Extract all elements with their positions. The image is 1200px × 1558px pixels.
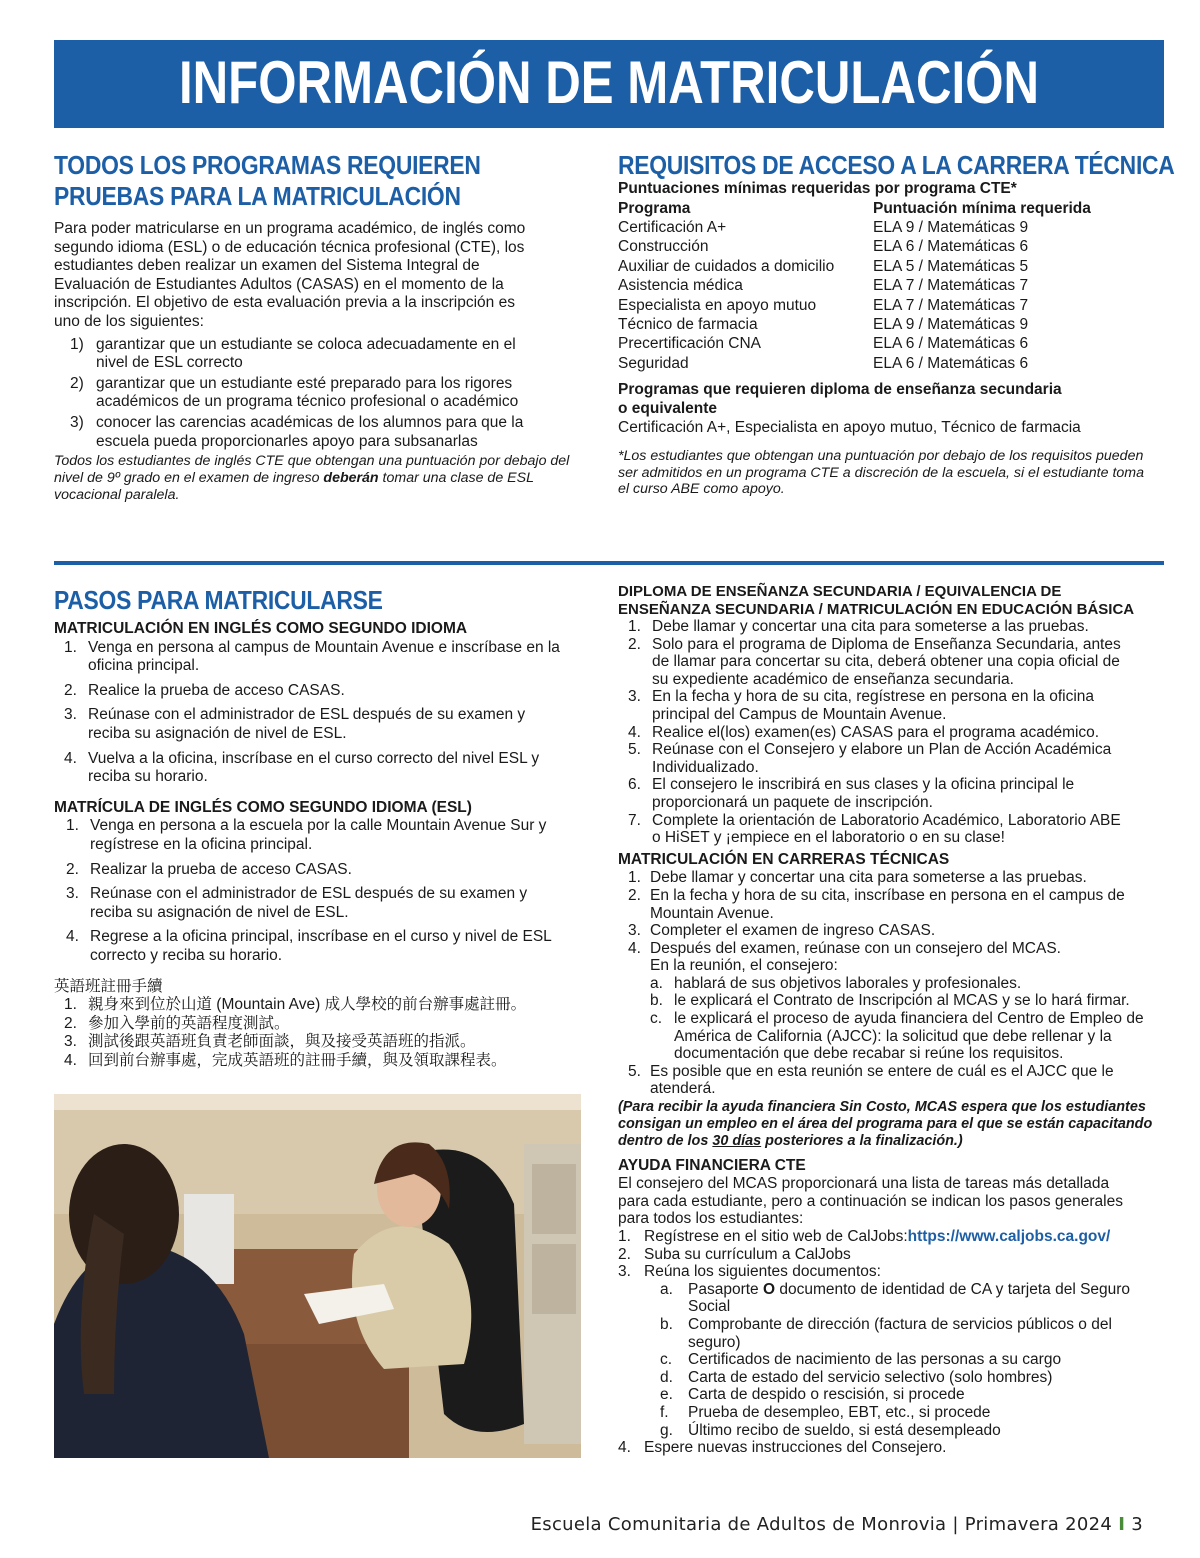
testing-goals-list	[54, 336, 534, 452]
list-item	[660, 1404, 1148, 1422]
list-item-text	[688, 1369, 1148, 1387]
list-item-number: b.	[650, 992, 663, 1010]
aid-step1	[618, 1228, 1188, 1246]
caljobs-link[interactable]: https://www.caljobs.ca.gov/	[907, 1228, 1111, 1246]
list-item-number: 1.	[64, 996, 77, 1014]
list-item	[628, 724, 1128, 742]
list-item-number: 1)	[70, 335, 84, 353]
list-item-text: garantizar que un estudiante esté preparado para los rigores académicos de un programa técnico profesional o académico	[96, 374, 519, 411]
list-item-text: Venga en persona a la escuela por la calle Mountain Avenue Sur y regístrese en la oficina principal.	[90, 817, 547, 853]
list-item	[64, 706, 569, 743]
doc-text-before: Prueba de desempleo, EBT, etc., si procede	[688, 1403, 991, 1421]
cte-program-cell: Seguridad	[618, 354, 689, 372]
esl2-steps-list	[54, 817, 569, 965]
list-item-letter: a.	[660, 1280, 673, 1298]
list-item-letter: e.	[660, 1386, 673, 1404]
list-item	[650, 992, 1163, 1010]
esl-title: MATRICULACIÓN EN INGLÉS COMO SEGUNDO IDIOMA	[54, 620, 468, 637]
list-item-number: 4.	[628, 939, 641, 957]
list-item-text: Reúnase con el administrador de ESL después de su examen y reciba su asignación de nivel de ESL.	[88, 706, 526, 742]
list-item-letter: g.	[660, 1421, 673, 1439]
list-item-text: Venga en persona al campus de Mountain Avenue e inscríbase en la oficina principal.	[88, 638, 560, 675]
careers-step5	[618, 1063, 1138, 1098]
list-item-number: 4.	[64, 749, 77, 767]
list-item-text: Debe llamar y concertar una cita para someterse a las pruebas.	[650, 869, 1087, 887]
aid-step1-text: Regístrese en el sitio web de CalJobs:	[644, 1228, 908, 1246]
testing-note-after: tomar una clase de ESL vocacional paralela.	[54, 469, 534, 503]
doc-text-before: Último recibo de sueldo, si está desempleado	[688, 1421, 1001, 1439]
list-item	[628, 636, 1128, 689]
list-item	[70, 336, 534, 373]
page-title: INFORMACIÓN DE MATRICULACIÓN	[178, 49, 1040, 116]
aid-step4-number: 4.	[618, 1439, 631, 1457]
table-row	[618, 218, 1091, 237]
list-item-text: Debe llamar y concertar una cita para someterse a las pruebas.	[652, 618, 1089, 635]
list-item-text: El consejero le inscribirá en sus clases y la oficina principal le proporcionará un paquete de inscripción.	[652, 776, 1075, 811]
list-item	[628, 812, 1128, 847]
list-item	[64, 1015, 574, 1034]
list-item	[70, 375, 534, 412]
list-item-text: 親身來到位於山道 (Mountain Ave) 成人學校的前台辦事處註冊。	[88, 996, 527, 1014]
list-item	[628, 940, 1138, 958]
list-item-letter: d.	[660, 1368, 673, 1386]
list-item	[660, 1369, 1148, 1387]
list-item-text: En la fecha y hora de su cita, inscríbase en persona en el campus de Mountain Avenue.	[650, 886, 1125, 922]
cte-heading: REQUISITOS DE ACCESO A LA CARRERA TÉCNICA	[618, 150, 1175, 180]
list-item-number: 3)	[70, 413, 84, 431]
careers-meeting-list	[618, 975, 1163, 1063]
list-item	[64, 1052, 574, 1071]
list-item-number: 5.	[628, 1062, 641, 1080]
list-item-text	[688, 1422, 1148, 1440]
list-item	[66, 928, 569, 965]
list-item-number: c.	[650, 1010, 663, 1028]
cte-score-cell: ELA 5 / Matemáticas 5	[873, 257, 1029, 275]
testing-note-bold: deberán	[323, 469, 379, 486]
list-item-text: conocer las carencias académicas de los alumnos para que la escuela pueda proporcionarles apoyo para subsanarlas	[96, 413, 524, 450]
chinese-title: 英語班註冊手續	[54, 977, 163, 995]
cte-program-cell: Especialista en apoyo mutuo	[618, 296, 817, 314]
list-item-number: 3.	[628, 922, 641, 940]
list-item-text: Solo para el programa de Diploma de Enseñanza Secundaria, antes de llamar para concertar su cita, deberá obtener una copia oficial de su expediente académico de enseñanza secundaria.	[652, 635, 1121, 688]
list-item-text: Regrese a la oficina principal, inscríbase en el curso y nivel de ESL correcto y reciba su horario.	[90, 928, 552, 964]
list-item	[650, 1010, 1163, 1063]
list-item	[628, 1063, 1138, 1098]
cte-score-cell: ELA 6 / Matemáticas 6	[873, 354, 1029, 372]
list-item-text	[688, 1351, 1148, 1369]
list-item	[66, 885, 569, 922]
cte-program-cell: Certificación A+	[618, 219, 727, 236]
aid-step2-text: Suba su currículum a CalJobs	[644, 1245, 851, 1263]
testing-section	[54, 150, 574, 504]
list-item	[660, 1281, 1148, 1316]
careers-note-after: posteriores a la finalización.)	[761, 1133, 963, 1150]
list-item-number: 1.	[628, 869, 641, 887]
list-item	[660, 1351, 1148, 1369]
list-item-number: 4.	[64, 1051, 77, 1069]
list-item-number: 1.	[628, 618, 641, 635]
esl-steps-list	[54, 639, 569, 787]
cte-col-program: Programa	[618, 199, 691, 217]
list-item	[628, 869, 1138, 887]
counselor-photo	[54, 1094, 581, 1458]
page-footer	[531, 1514, 1143, 1535]
list-item-number: 2.	[66, 860, 79, 878]
testing-heading-line2: PRUEBAS PARA LA MATRICULACIÓN	[54, 181, 461, 211]
aid-step4-text: Espere nuevas instrucciones del Consejero.	[644, 1439, 947, 1457]
list-item-number: 4.	[628, 723, 641, 741]
doc-text-before: Carta de estado del servicio selectivo (solo hombres)	[688, 1368, 1053, 1386]
list-item-text: hablará de sus objetivos laborales y profesionales.	[674, 974, 1022, 992]
cte-diploma-heading-line2: o equivalente	[618, 399, 718, 417]
list-item-text: Después del examen, reúnase con un consejero del MCAS.	[650, 939, 1061, 957]
aid-step2-number: 2.	[618, 1245, 631, 1263]
list-item-text: garantizar que un estudiante se coloca adecuadamente en el nivel de ESL correcto	[96, 335, 516, 372]
steps-heading: PASOS PARA MATRICULARSE	[54, 585, 383, 615]
list-item	[628, 688, 1128, 723]
cte-diploma-heading-line1: Programas que requieren diploma de enseñanza secundaria	[618, 381, 1062, 399]
list-item-text: En la fecha y hora de su cita, regístrese en persona en la oficina principal del Campus de Mountain Avenue.	[652, 688, 1095, 723]
cte-score-cell: ELA 9 / Matemáticas 9	[873, 219, 1029, 236]
aid-title: AYUDA FINANCIERA CTE	[618, 1156, 806, 1174]
careers-title: MATRICULACIÓN EN CARRERAS TÉCNICAS	[618, 850, 950, 868]
cte-program-cell: Construcción	[618, 238, 709, 256]
list-item	[70, 414, 534, 451]
footer-separator: I	[1118, 1514, 1126, 1535]
list-item-number: 1.	[64, 638, 77, 656]
aid-step1-number: 1.	[618, 1228, 631, 1246]
list-item	[64, 750, 569, 787]
list-item-text	[688, 1281, 1148, 1316]
cte-table-header	[618, 199, 1091, 218]
list-item	[64, 639, 569, 676]
section-divider	[54, 561, 1164, 565]
cte-score-cell: ELA 6 / Matemáticas 6	[873, 238, 1029, 256]
list-item	[628, 618, 1128, 636]
list-item-text	[688, 1386, 1148, 1404]
doc-text-bold: O	[762, 1280, 776, 1298]
aid-step3-number: 3.	[618, 1263, 631, 1281]
careers-meeting-intro: En la reunión, el consejero:	[650, 957, 838, 975]
doc-text-before: Pasaporte	[688, 1280, 763, 1298]
right-lower-section	[618, 583, 1188, 1457]
list-item-number: 2.	[628, 886, 641, 904]
doc-text-before: Certificados de nacimiento de las personas a su cargo	[688, 1351, 1062, 1369]
testing-note-before: Todos los estudiantes de inglés CTE que obtengan una puntuación por debajo del nivel de 9º grado en el examen de ingreso	[54, 453, 570, 486]
list-item-text: 回到前台辦事處，完成英語班的註冊手續，與及領取課程表。	[88, 1051, 507, 1069]
list-item-number: 2)	[70, 374, 84, 392]
table-row	[618, 257, 1091, 276]
cte-subheading: Puntuaciones mínimas requeridas por programa CTE*	[618, 180, 1017, 197]
page-number: 3	[1131, 1514, 1143, 1535]
list-item-text: 參加入學前的英語程度測試。	[88, 1014, 290, 1032]
doc-text-after: documento de identidad de CA y tarjeta del Seguro Social	[688, 1280, 1131, 1316]
cte-score-cell: ELA 7 / Matemáticas 7	[873, 296, 1029, 314]
careers-steps-list	[618, 869, 1138, 957]
list-item-number: 7.	[628, 811, 641, 829]
cte-program-cell: Precertificación CNA	[618, 335, 761, 353]
list-item-text: Realice la prueba de acceso CASAS.	[88, 681, 345, 699]
footer-text: Escuela Comunitaria de Adultos de Monrovia | Primavera 2024	[530, 1514, 1113, 1535]
table-row	[618, 296, 1091, 315]
cte-program-cell: Técnico de farmacia	[618, 316, 758, 334]
careers-note-underline: 30 días	[712, 1133, 762, 1150]
list-item-text	[688, 1404, 1148, 1422]
list-item	[628, 741, 1128, 776]
list-item-text: Es posible que en esta reunión se entere de cuál es el AJCC que le atenderá.	[650, 1062, 1114, 1098]
aid-documents-list	[618, 1281, 1148, 1439]
aid-step4	[618, 1439, 1188, 1457]
diploma-title-line2: ENSEÑANZA SECUNDARIA / MATRICULACIÓN EN EDUCACIÓN BÁSICA	[618, 600, 1135, 618]
cte-diploma-programs: Certificación A+, Especialista en apoyo mutuo, Técnico de farmacia	[618, 419, 1081, 437]
testing-intro: Para poder matricularse en un programa académico, de inglés como segundo idioma (ESL) o de educación técnica profesional (CTE), los estudiantes deben realizar un examen del Sistema Integral de Evaluación de Estudiantes Adultos (CASAS) en el momento de la inscripción. El objetivo de esta evaluación previa a la inscripción es uno de los siguientes:	[54, 220, 526, 330]
aid-step3-text: Reúna los siguientes documentos:	[644, 1263, 881, 1281]
cte-section	[618, 150, 1175, 498]
cte-program-cell: Asistencia médica	[618, 277, 743, 295]
list-item	[66, 817, 569, 854]
list-item-letter: f.	[660, 1403, 669, 1421]
list-item-text: Vuelva a la oficina, inscríbase en el curso correcto del nivel ESL y reciba su horario.	[88, 749, 540, 786]
list-item-number: 6.	[628, 776, 641, 794]
list-item-text: Realice el(los) examen(es) CASAS para el programa académico.	[652, 723, 1100, 741]
cte-footnote: *Los estudiantes que obtengan una puntuación por debajo de los requisitos pueden ser admitidos en un programa CTE a discreción de la escuela, si el estudiante toma el curso ABE como apoyo.	[618, 447, 1144, 498]
list-item	[628, 922, 1138, 940]
list-item-number: 3.	[64, 1033, 77, 1051]
list-item-number: 5.	[628, 741, 641, 759]
list-item-text: Completer el examen de ingreso CASAS.	[650, 922, 936, 940]
cte-score-cell: ELA 9 / Matemáticas 9	[873, 316, 1029, 334]
list-item-text: Realizar la prueba de acceso CASAS.	[90, 860, 352, 878]
table-row	[618, 237, 1091, 256]
list-item-text	[688, 1316, 1148, 1351]
list-item-number: 2.	[64, 1014, 77, 1032]
aid-intro: El consejero del MCAS proporcionará una lista de tareas más detallada para cada estudiante, pero a continuación se indican los pasos generales para todos los estudiantes:	[618, 1175, 1123, 1228]
list-item	[64, 682, 569, 701]
testing-note	[54, 453, 574, 503]
list-item-text: le explicará el proceso de ayuda financiera del Centro de Empleo de América de California (AJCC): la solicitud que debe rellenar y la documentación que debe recabar si reúne los requisitos.	[674, 1010, 1144, 1063]
list-item-number: 3.	[64, 706, 77, 724]
chinese-steps-list	[54, 996, 574, 1070]
list-item-number: 2.	[628, 635, 641, 653]
careers-note-before: (Para recibir la ayuda financiera Sin Costo, MCAS espera que los estudiantes consigan un empleo en el área del programa para el que se están capacitando dentro de los	[618, 1099, 1153, 1150]
steps-section	[54, 585, 584, 1070]
table-row	[618, 354, 1091, 373]
doc-text-before: Carta de despido o rescisión, si procede	[688, 1386, 965, 1404]
cte-program-cell: Auxiliar de cuidados a domicilio	[618, 257, 835, 275]
list-item-number: 1.	[66, 817, 79, 835]
list-item	[660, 1386, 1148, 1404]
list-item	[628, 887, 1138, 922]
list-item-text: Reúnase con el Consejero y elabore un Plan de Acción Académica Individualizado.	[652, 741, 1112, 776]
list-item-text: Reúnase con el administrador de ESL después de su examen y reciba su asignación de nivel de ESL.	[90, 885, 528, 921]
list-item	[64, 996, 574, 1015]
title-banner	[54, 40, 1164, 128]
table-row	[618, 315, 1091, 334]
cte-score-cell: ELA 7 / Matemáticas 7	[873, 277, 1029, 295]
list-item-letter: c.	[660, 1351, 673, 1369]
list-item-number: 3.	[66, 885, 79, 903]
cte-col-score: Puntuación mínima requerida	[873, 199, 1091, 217]
table-row	[618, 334, 1091, 353]
list-item-number: a.	[650, 974, 663, 992]
list-item-number: 4.	[66, 928, 79, 946]
list-item	[628, 776, 1128, 811]
list-item-number: 3.	[628, 688, 641, 706]
doc-text-before: Comprobante de dirección (factura de servicios públicos o del seguro)	[688, 1315, 1112, 1351]
aid-step3	[618, 1263, 1188, 1281]
list-item	[64, 1033, 574, 1052]
careers-note	[618, 1099, 1166, 1151]
diploma-steps-list	[618, 618, 1128, 847]
diploma-title-line1: DIPLOMA DE ENSEÑANZA SECUNDARIA / EQUIVALENCIA DE	[618, 583, 1062, 600]
counselor-photo-illustration	[54, 1094, 581, 1458]
list-item-text: le explicará el Contrato de Inscripción al MCAS y se lo hará firmar.	[674, 992, 1130, 1010]
list-item-text: 測試後跟英語班負責老師面談，與及接受英語班的指派。	[88, 1033, 476, 1051]
list-item	[650, 975, 1163, 993]
esl2-title: MATRÍCULA DE INGLÉS COMO SEGUNDO IDIOMA (ESL)	[54, 798, 472, 816]
table-row	[618, 276, 1091, 295]
list-item	[660, 1316, 1148, 1351]
cte-score-cell: ELA 6 / Matemáticas 6	[873, 335, 1029, 353]
cte-scores-table	[618, 199, 1091, 374]
list-item	[660, 1422, 1148, 1440]
testing-heading-line1: TODOS LOS PROGRAMAS REQUIEREN	[54, 150, 481, 180]
list-item-number: 2.	[64, 681, 77, 699]
list-item-text: Complete la orientación de Laboratorio Académico, Laboratorio ABE o HiSET y ¡empiece en el laboratorio o en su clase!	[652, 811, 1121, 847]
list-item-letter: b.	[660, 1315, 673, 1333]
aid-step2	[618, 1246, 1188, 1264]
list-item	[66, 861, 569, 880]
